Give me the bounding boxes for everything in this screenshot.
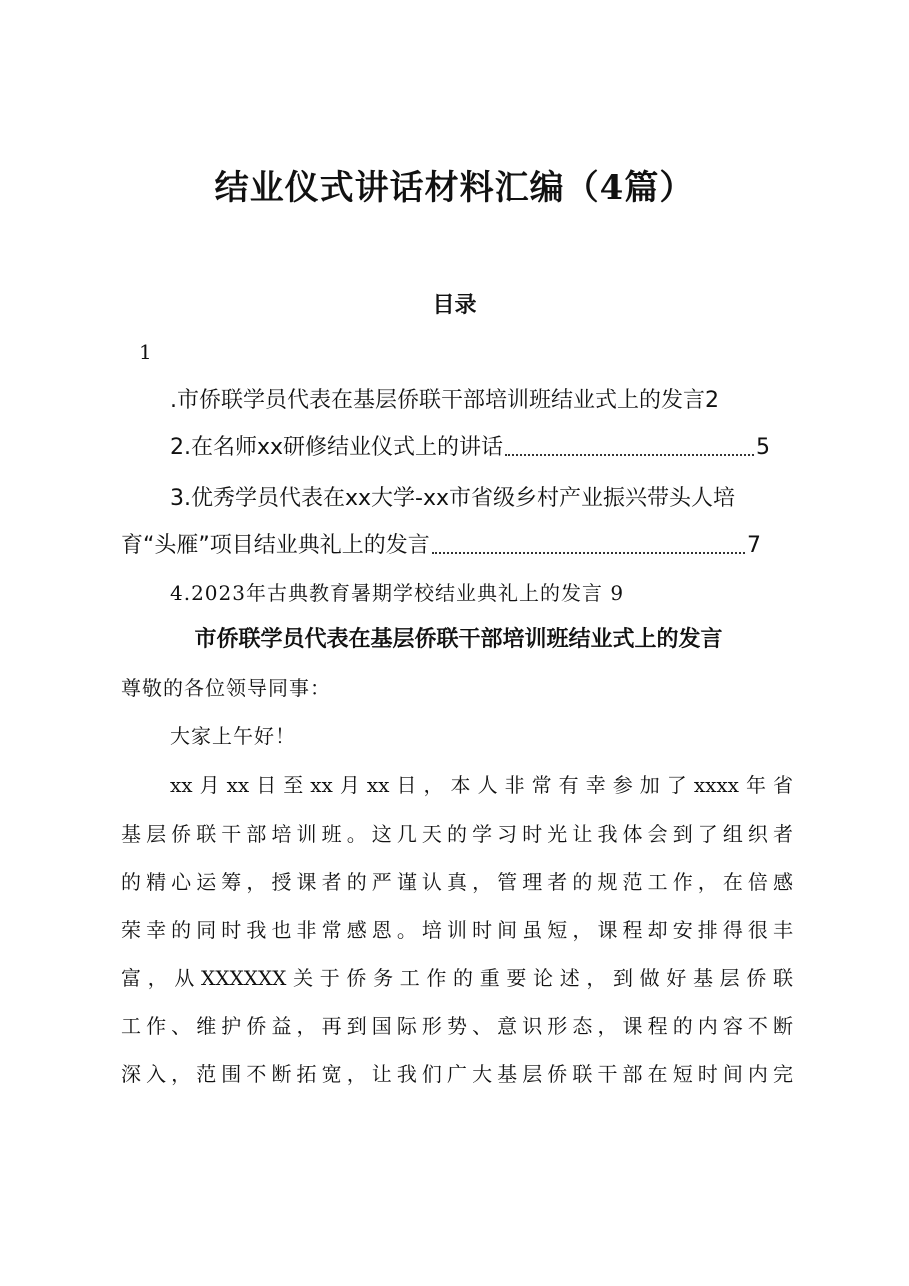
body-text-line: 基层侨联干部培训班。这几天的学习时光让我体会到了组织者 xyxy=(121,822,793,846)
body-text-line: xx月xx日至xx月xx日，本人非常有幸参加了xxxx年省 xyxy=(170,773,793,797)
toc-item-4[interactable] xyxy=(170,577,624,606)
toc-item-3-line-1[interactable] xyxy=(170,481,810,512)
body-text-line: 荣幸的同时我也非常感恩。培训时间虽短，课程却安排得很丰 xyxy=(121,918,793,942)
toc-item-4-page: 9 xyxy=(610,581,625,605)
speech-title: 市侨联学员代表在基层侨联干部培训班结业式上的发言 xyxy=(194,626,723,652)
toc-item-2[interactable] xyxy=(170,430,770,461)
toc-item-1[interactable] xyxy=(170,383,810,414)
body-text-line: 的精心运筹，授课者的严谨认真，管理者的规范工作，在倍感 xyxy=(121,870,793,894)
toc-item-3-line-2[interactable] xyxy=(121,528,761,559)
toc-item-2-text: 2.在名师xx研修结业仪式上的讲话 xyxy=(170,435,504,460)
toc-number: 1 xyxy=(139,340,152,364)
toc-item-1-page: 2 xyxy=(705,388,719,413)
body-text-line: 深入，范围不断拓宽，让我们广大基层侨联干部在短时间内完 xyxy=(121,1062,793,1086)
toc-heading: 目录 xyxy=(432,292,477,318)
toc-item-3-page: 7 xyxy=(747,533,761,558)
body-text-line: 富，从XXXXXX关于侨务工作的重要论述，到做好基层侨联 xyxy=(121,966,793,990)
speech-salutation: 尊敬的各位领导同事： xyxy=(121,676,331,700)
body-text-line: 工作、维护侨益，再到国际形势、意识形态，课程的内容不断 xyxy=(121,1014,793,1038)
toc-item-4-text: 4.2023年古典教育暑期学校结业典礼上的发言 xyxy=(170,581,603,605)
toc-item-1-text: .市侨联学员代表在基层侨联干部培训班结业式上的发言 xyxy=(170,388,705,413)
speech-greeting: 大家上午好！ xyxy=(170,724,296,748)
toc-item-3-text-line-2: 育“头雁”项目结业典礼上的发言 xyxy=(121,533,430,558)
toc-leader-dots xyxy=(505,454,754,456)
toc-item-2-page: 5 xyxy=(756,435,770,460)
toc-item-3-text-line-1: 3.优秀学员代表在xx大学-xx市省级乡村产业振兴带头人培 xyxy=(170,486,736,511)
document-title: 结业仪式讲话材料汇编（4篇） xyxy=(214,168,695,208)
toc-leader-dots xyxy=(432,552,745,554)
